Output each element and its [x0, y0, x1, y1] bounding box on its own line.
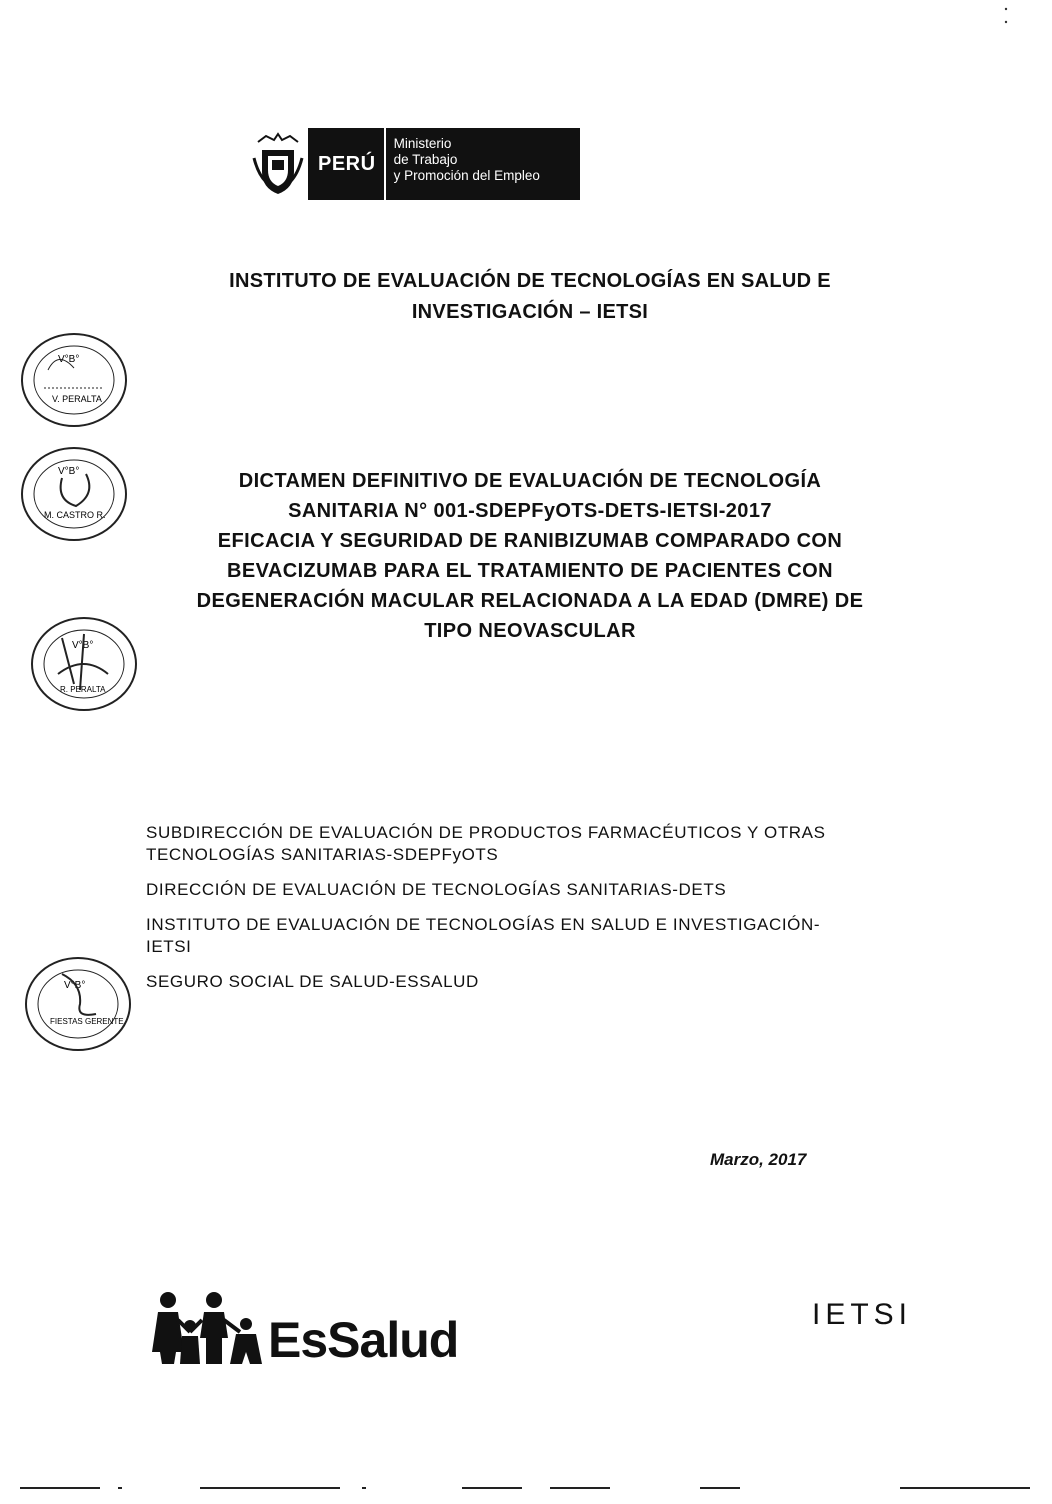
office-line: SUBDIRECCIÓN DE EVALUACIÓN DE PRODUCTOS FARMACÉUTICOS Y OTRAS: [146, 823, 826, 842]
ministry-line: y Promoción del Empleo: [393, 168, 540, 183]
family-figures-icon: [150, 1290, 268, 1366]
stamp-name: FIESTAS GERENTE: [50, 1017, 124, 1026]
stamp-vobo: V°B°: [58, 354, 80, 365]
stamp-name: V. PERALTA: [52, 394, 102, 404]
institute-title-line: INSTITUTO DE EVALUACIÓN DE TECNOLOGÍAS EN SALUD E: [229, 270, 831, 292]
stamp-vobo: V°B°: [58, 466, 80, 477]
office-line: IETSI: [146, 937, 192, 956]
country-label: PERÚ: [308, 128, 386, 200]
stamp-name: R. PERALTA: [60, 685, 106, 694]
ietsi-mark: IETSI: [812, 1298, 913, 1331]
title-line: DICTAMEN DEFINITIVO DE EVALUACIÓN DE TECNOLOGÍA: [238, 470, 822, 492]
title-line: SANITARIA N° 001-SDEPFyOTS-DETS-IETSI-2017: [288, 500, 772, 522]
approval-stamp: [22, 954, 134, 1054]
office-line: INSTITUTO DE EVALUACIÓN DE TECNOLOGÍAS EN SALUD E INVESTIGACIÓN-: [146, 915, 821, 934]
scan-marks: [1000, 6, 1012, 26]
stamp-vobo: V°B°: [64, 980, 86, 991]
ministry-line: Ministerio: [393, 136, 452, 151]
ministry-name: [386, 128, 580, 200]
title-line: DEGENERACIÓN MACULAR RELACIONADA A LA EDAD (DMRE) DE: [196, 590, 864, 612]
office-line: SEGURO SOCIAL DE SALUD-ESSALUD: [146, 972, 479, 991]
title-line: EFICACIA Y SEGURIDAD DE RANIBIZUMAB COMPARADO CON: [217, 530, 843, 552]
office-line: TECNOLOGÍAS SANITARIAS-SDEPFyOTS: [146, 845, 499, 864]
essalud-logo: [150, 1290, 458, 1366]
title-line: BEVACIZUMAB PARA EL TRATAMIENTO DE PACIENTES CON: [227, 560, 833, 582]
document-title: [140, 466, 920, 646]
institute-title: [140, 266, 920, 328]
institute-title-line: INVESTIGACIÓN – IETSI: [411, 301, 649, 323]
office-item: [146, 914, 926, 958]
document-date: Marzo, 2017: [710, 1150, 807, 1169]
approval-stamp: [18, 444, 130, 544]
approval-stamp: [28, 614, 140, 714]
essalud-wordmark: EsSalud: [268, 1312, 459, 1368]
ministry-line: de Trabajo: [393, 152, 458, 167]
office-item: [146, 822, 926, 866]
office-item: [146, 971, 926, 993]
approval-stamp: [18, 330, 130, 430]
stamp-name: M. CASTRO R.: [44, 510, 106, 520]
peru-coat-of-arms-icon: [248, 128, 308, 200]
title-line: TIPO NEOVASCULAR: [424, 620, 636, 642]
stamp-vobo: V°B°: [72, 640, 94, 651]
responsible-offices: [146, 822, 926, 1006]
office-line: DIRECCIÓN DE EVALUACIÓN DE TECNOLOGÍAS SANITARIAS-DETS: [146, 880, 727, 899]
bottom-scan-line: [0, 1486, 1052, 1490]
office-item: [146, 879, 926, 901]
government-logo: [248, 128, 580, 200]
